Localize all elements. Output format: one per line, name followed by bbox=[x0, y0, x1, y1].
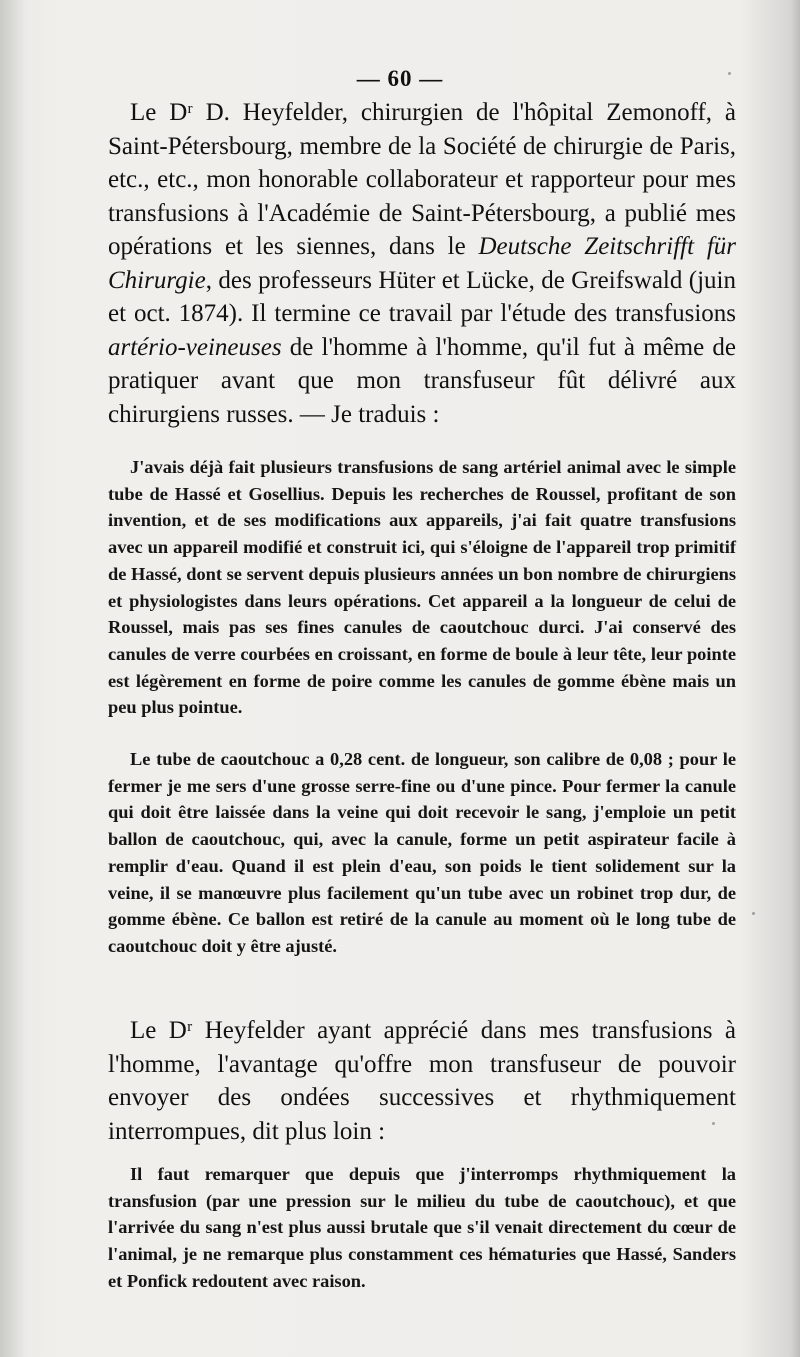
quote-paragraph-3: Il faut remarquer que depuis que j'interromps rhythmiquement la transfusion (par une pression sur le milieu du tube de caoutchouc), et que l'arrivée du sang n'est plus aussi brutale que s'il venait directement du cœur de l'animal, je ne remarque plus constamment ces hématuries que Hassé, Sanders et Ponfick redoutent avec raison. bbox=[108, 1164, 736, 1291]
intro-text-part1: Le Dʳ D. Heyfelder, chirurgien de l'hôpital Zemonoff, à Saint-Pétersbourg, membre de la Société de chirurgie de Paris, etc., etc., mon honorable collaborateur et rapporteur pour mes transfusions à l'Académie de Saint-Pétersbourg, a publié mes opérations et les siennes, dans le bbox=[108, 99, 736, 260]
quote-paragraph-1: J'avais déjà fait plusieurs transfusions de sang artériel animal avec le simple tube de Hassé et Gosellius. Depuis les recherches de Roussel, profitant de son invention, et de ses modifications aux appareils, j'ai fait quatre transfusions avec un appareil modifié et construit ici, qui s'éloigne de l'appareil trop primitif de Hassé, dont se servent depuis plusieurs années un bon nombre de chirurgiens et physiologistes dans leurs opérations. Cet appareil a la longueur de celui de Roussel, mais pas ses fines canules de caoutchouc durci. J'ai conservé des canules de verre courbées en croissant, en forme de boule à leur tête, leur pointe est légèrement en forme de poire comme les canules de gomme ébène mais un peu plus pointue. bbox=[108, 457, 736, 718]
print-speck bbox=[712, 1122, 715, 1125]
print-speck bbox=[728, 72, 731, 75]
term-arterio-veineuses: artério-veineuses bbox=[108, 333, 282, 361]
intro-paragraph bbox=[108, 96, 736, 431]
second-paragraph: Le Dʳ Heyfelder ayant apprécié dans mes transfusions à l'homme, l'avantage qu'offre mon transfuseur de pouvoir envoyer des ondées successives et rhythmiquement interrompues, dit plus loin : bbox=[108, 1017, 736, 1145]
journal-title: Deutsche Zeitschrifft für Chirurgie bbox=[108, 233, 737, 294]
page-number: — 60 — bbox=[356, 66, 444, 91]
print-speck bbox=[752, 912, 755, 915]
intro-text-part2: , des professeurs Hüter et Lücke, de Greifswald (juin et oct. 1874). Il termine ce travail par l'étude des transfusions bbox=[108, 266, 736, 327]
quote-paragraph-2: Le tube de caoutchouc a 0,28 cent. de longueur, son calibre de 0,08 ; pour le fermer je me sers d'une grosse serre-fine ou d'une pince. Pour fermer la canule qui doit être laissée dans la veine qui doit recevoir le sang, j'emploie un petit ballon de caoutchouc, qui, avec la canule, forme un petit aspirateur facile à remplir d'eau. Quand il est plein d'eau, son poids le tient solidement sur la veine, il se manœuvre plus facilement qu'un tube avec un robinet trop dur, de gomme ébène. Ce ballon est retiré de la canule au moment où le long tube de caoutchouc doit y être ajusté. bbox=[108, 749, 736, 956]
intro-text-part3: de l'homme à l'homme, qu'il fut à même de pratiquer avant que mon transfuseur fût délivré aux chirurgiens russes. — Je traduis : bbox=[108, 333, 736, 428]
